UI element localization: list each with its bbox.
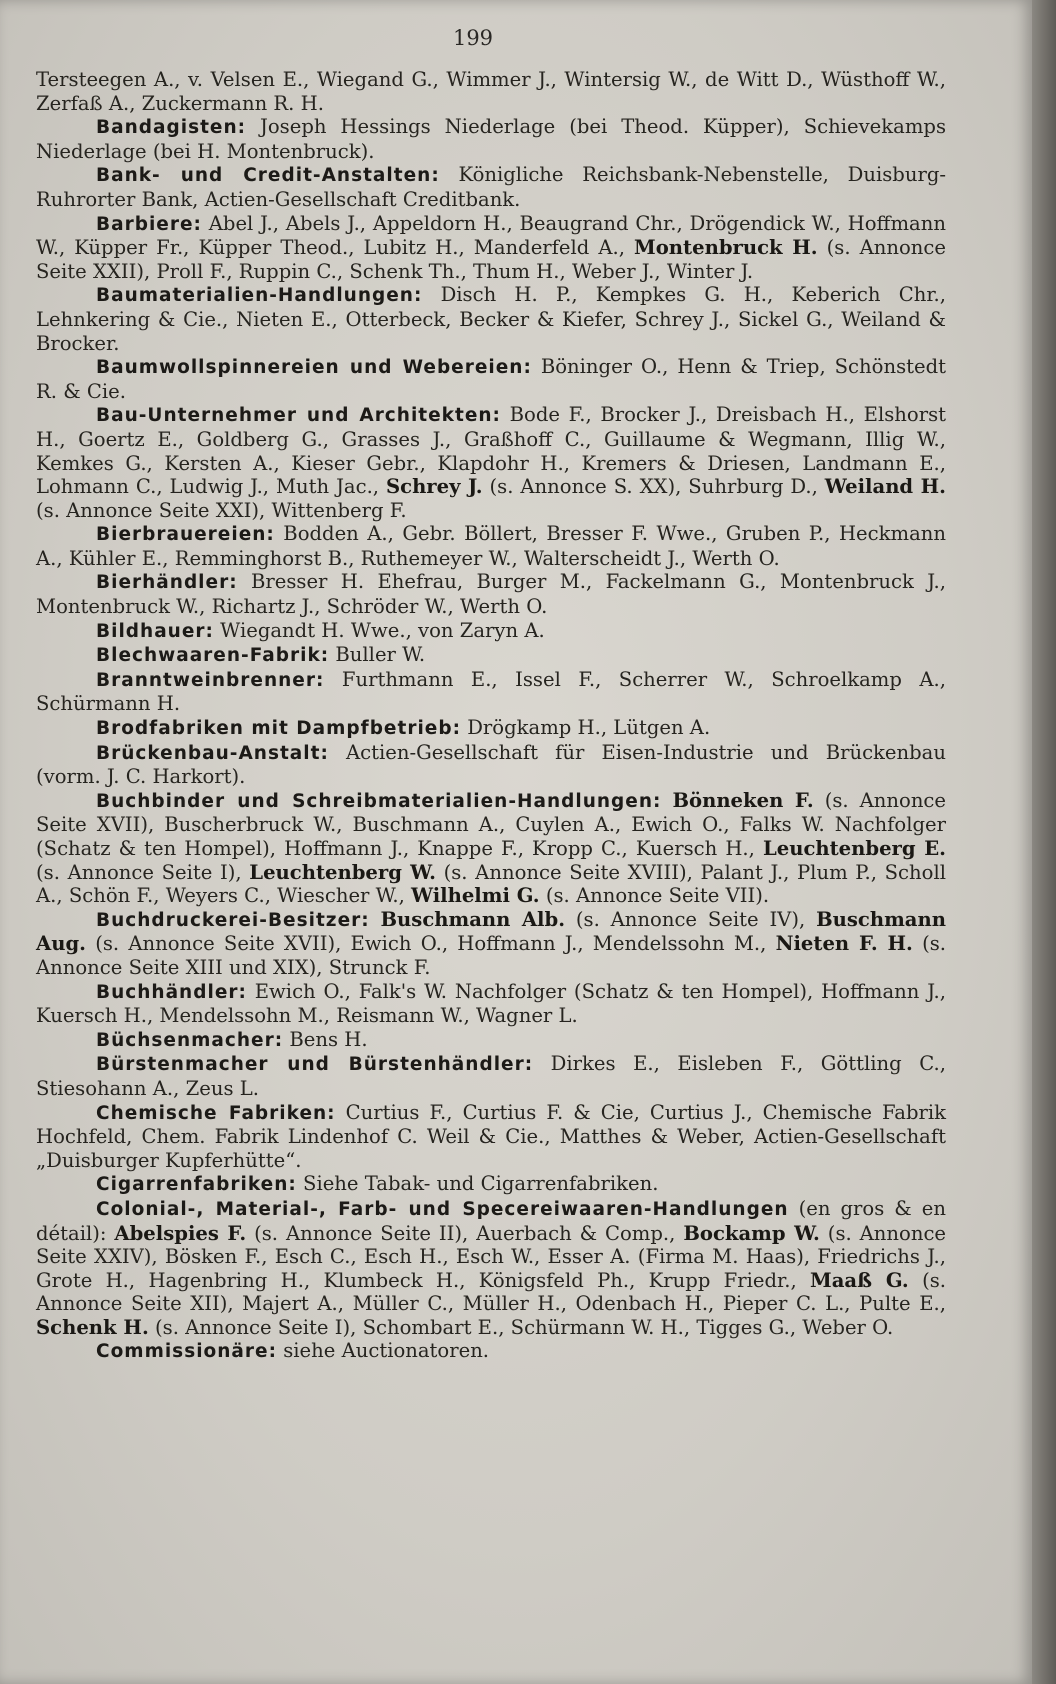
- directory-entries: [36, 115, 946, 1364]
- entry-text: Buller W.: [335, 643, 426, 667]
- entry-text: Böninger O., Henn & Triep, Schönstedt R. & Cie.: [36, 355, 947, 403]
- directory-entry: [36, 619, 946, 644]
- entry-category: Barbiere:: [96, 213, 202, 235]
- entry-category: Bau-Unternehmer und Architekten:: [96, 405, 501, 427]
- entry-text: Drögkamp H., Lütgen A.: [467, 716, 711, 740]
- page-number: 199: [452, 26, 494, 50]
- entry-name-bold: Buschmann Alb.: [380, 907, 566, 931]
- entry-text: (s. Annonce Seite XXI), Wittenberg F.: [36, 498, 407, 522]
- entry-text: Furthmann E., Issel F., Scherrer W., Schroelkamp A., Schürmann H.: [36, 667, 946, 716]
- entry-text: Abel J., Abels J., Appeldorn H., Beaugrand Chr., Drögendick W., Hoffmann W., Küpper Fr., Küpper Theod., Lubitz H., Manderfeld A.,: [36, 211, 946, 260]
- directory-entry: [36, 1101, 946, 1173]
- entry-category: Bierhändler:: [96, 572, 238, 594]
- directory-entry: [36, 668, 946, 716]
- entry-text: Siehe Tabak- und Cigarrenfabriken.: [303, 1172, 659, 1196]
- directory-entry: [36, 1028, 946, 1053]
- entry-text: (s. Annonce Seite XVII), Ewich O., Hoffmann J., Mendelssohn M.,: [85, 932, 776, 956]
- entry-text: Bens H.: [289, 1027, 368, 1051]
- continuation-names: Tersteegen A., v. Velsen E., Wiegand G., Wimmer J., Wintersig W., de Witt D., Wüsthoff W., Zerfaß A., Zuckermann R. H.: [36, 68, 946, 115]
- entry-name-bold: Montenbruck H.: [634, 236, 818, 260]
- entry-category: Brückenbau-Anstalt:: [96, 742, 329, 764]
- entry-text: Bresser H. Ehefrau, Burger M., Fackelmann G., Montenbruck J., Montenbruck W., Richartz J., Schröder W., Werth O.: [36, 570, 946, 619]
- directory-entry: [36, 1197, 946, 1340]
- entry-name-bold: Weiland H.: [824, 475, 946, 499]
- directory-entry: [36, 908, 946, 980]
- page-edge-shadow: [1032, 0, 1056, 1684]
- entry-category: Baumaterialien-Handlungen:: [96, 285, 423, 307]
- directory-entry: [36, 283, 946, 355]
- entry-name-bold: Bockamp W.: [683, 1221, 820, 1245]
- entry-text: (s. Annonce S. XX), Suhrburg D.,: [482, 475, 825, 499]
- entry-text: (s. Annonce Seite XVIII), Palant J., Plum P., Scholl A., Schön F., Weyers C., Wiescher W.,: [36, 860, 946, 908]
- entry-text: siehe Auctionatoren.: [283, 1339, 490, 1363]
- entry-category: Cigarrenfabriken:: [96, 1174, 297, 1196]
- entry-name-bold: Buschmann Aug.: [36, 907, 946, 956]
- entry-name-bold: Schrey J.: [385, 475, 483, 499]
- directory-entry: [36, 741, 946, 789]
- entry-category: Bierbrauereien:: [96, 524, 275, 546]
- directory-entry: [36, 163, 946, 211]
- directory-entry: [36, 403, 946, 522]
- entry-category: Branntweinbrenner:: [96, 669, 325, 691]
- entry-text: Ewich O., Falk's W. Nachfolger (Schatz & ten Hompel), Hoffmann J., Kuersch H., Mendelssohn M., Reismann W., Wagner L.: [36, 979, 946, 1028]
- entry-text: (s. Annonce Seite XIII und XIX), Strunck F.: [36, 932, 947, 979]
- entry-text: (s. Annonce Seite XXII), Proll F., Ruppin C., Schenk Th., Thum H., Weber J., Winter J.: [36, 236, 946, 283]
- entry-text: (s. Annonce Seite VII).: [539, 884, 770, 908]
- entry-text: Bode F., Brocker J., Dreisbach H., Elshorst H., Goertz E., Goldberg G., Grasses J., Graßhoff C., Guillaume & Wegmann, Illig W., Kemkes G., Kersten A., Kieser Gebr., Klapdohr H., Kremers & Driesen, Landmann E., Lohmann C., Ludwig J., Muth Jac.,: [36, 403, 946, 499]
- entry-text: (en gros & en détail):: [36, 1196, 946, 1245]
- directory-entry: [36, 355, 946, 403]
- entry-name-bold: Wilhelmi G.: [411, 884, 540, 908]
- entry-text: (s. Annonce Seite I), Schombart E., Schürmann W. H., Tigges G., Weber O.: [148, 1315, 894, 1339]
- entry-category: Buchdruckerei-Besitzer:: [96, 909, 370, 931]
- entry-text: Curtius F., Curtius F. & Cie, Curtius J., Chemische Fabrik Hochfeld, Chem. Fabrik Lindenhof C. Weil & Cie., Matthes & Weber, Actien-Gesellschaft „Duisburger Kupferhütte“.: [36, 1100, 947, 1172]
- entry-text: Dirkes E., Eisleben F., Göttling C., Stiesohann A., Zeus L.: [36, 1052, 946, 1100]
- entry-category: Bandagisten:: [96, 117, 247, 139]
- directory-entry: [36, 522, 946, 570]
- entry-name-bold: Maaß G.: [810, 1268, 909, 1292]
- entry-text: (s. Annonce Seite IV),: [565, 907, 817, 931]
- entry-text: Wiegandt H. Wwe., von Zaryn A.: [220, 618, 545, 642]
- directory-entry: [36, 1172, 946, 1197]
- entry-name-bold: Leuchtenberg W.: [249, 860, 436, 884]
- directory-entry: [36, 212, 946, 284]
- entry-category: Buchhändler:: [96, 981, 247, 1003]
- entry-text: (s. Annonce Seite I),: [36, 860, 250, 884]
- entry-name-bold: Nieten F. H.: [775, 932, 913, 956]
- entry-category: Bildhauer:: [96, 620, 214, 642]
- entry-category: Blechwaaren-Fabrik:: [96, 645, 330, 667]
- directory-entry: [36, 570, 946, 618]
- entry-category: Büchsenmacher:: [96, 1029, 284, 1051]
- entry-category: Baumwollspinnereien und Webereien:: [96, 357, 532, 379]
- entry-text: Bodden A., Gebr. Böllert, Bresser F. Wwe., Gruben P., Heckmann A., Kühler E., Remminghorst B., Ruthemeyer W., Walterscheidt J., Werth O.: [36, 522, 946, 570]
- entry-text: Königliche Reichsbank-Nebenstelle, Duisburg-Ruhrorter Bank, Actien-Gesellschaft Creditbank.: [36, 163, 946, 211]
- directory-entry: [36, 115, 946, 163]
- entry-category: Buchbinder und Schreibmaterialien-Handlungen:: [96, 790, 662, 812]
- directory-entry: [36, 980, 946, 1028]
- entry-text: Actien-Gesellschaft für Eisen-Industrie und Brückenbau (vorm. J. C. Harkort).: [36, 740, 946, 789]
- entry-text: (s. Annonce Seite XXIV), Bösken F., Esch C., Esch H., Esch W., Esser A. (Firma M. Haas), Friedrichs J., Grote H., Hagenbring H., Klumbeck H., Königsfeld Ph., Krupp Friedr.,: [36, 1221, 947, 1292]
- entry-name-bold: Leuchtenberg E.: [762, 837, 946, 860]
- entry-name-bold: Bönneken F.: [672, 788, 814, 812]
- entry-category: Bank- und Credit-Anstalten:: [96, 165, 440, 187]
- entry-category: Commissionäre:: [96, 1341, 277, 1363]
- directory-entry: [36, 1052, 946, 1100]
- entry-text: Joseph Hessings Niederlage (bei Theod. Küpper), Schievekamps Niederlage (bei H. Montenbruck).: [36, 115, 946, 163]
- entry-text: (s. Annonce Seite II), Auerbach & Comp.,: [246, 1221, 684, 1245]
- entry-text: (s. Annonce Seite XVII), Buscherbruck W., Buschmann A., Cuylen A., Ewich O., Falks W. Nachfolger (Schatz & ten Hompel), Hoffmann J., Knappe F., Kropp C., Kuersch H.,: [36, 788, 947, 860]
- entry-category: Bürstenmacher und Bürstenhändler:: [96, 1054, 534, 1076]
- entry-category: Brodfabriken mit Dampfbetrieb:: [96, 718, 461, 740]
- entry-category: Chemische Fabriken:: [96, 1102, 336, 1124]
- directory-entry: [36, 789, 946, 908]
- entry-name-bold: Schenk H.: [36, 1315, 149, 1339]
- entry-text: (s. Annonce Seite XII), Majert A., Müller C., Müller H., Odenbach H., Pieper C. L., Pulte E.,: [36, 1268, 947, 1316]
- entry-name-bold: Abelspies F.: [114, 1221, 247, 1245]
- directory-entry: [36, 643, 946, 668]
- directory-content: [36, 68, 946, 1364]
- entry-text: Disch H. P., Kempkes G. H., Keberich Chr., Lehnkering & Cie., Nieten E., Otterbeck, Becker & Kiefer, Schrey J., Sickel G., Weiland & Brocker.: [36, 283, 946, 355]
- directory-entry: [36, 716, 946, 741]
- directory-entry: [36, 1339, 946, 1364]
- entry-category: Colonial-, Material-, Farb- und Specereiwaaren-Handlungen: [96, 1198, 789, 1220]
